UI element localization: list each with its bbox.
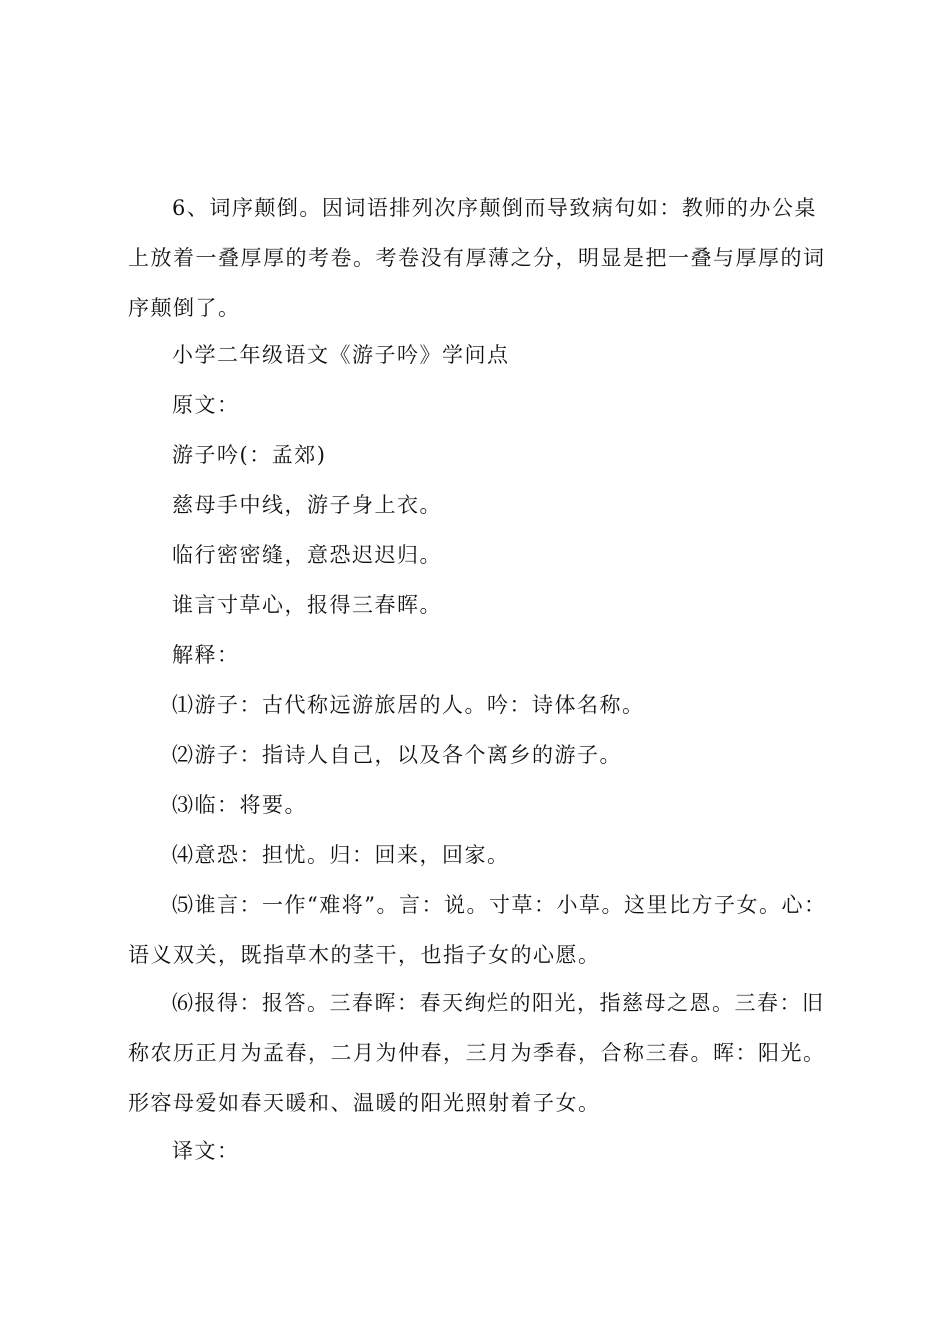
note-5: ⑸谁言：一作“难将”。言：说。寸草：小草。这里比方子女。心：语义双关，既指草木的茎干，也指子女的心愿。: [128, 893, 827, 967]
poem-line-3: 谁言寸草心，报得三春晖。: [172, 593, 442, 617]
poem-line-1: 慈母手中线，游子身上衣。: [172, 493, 442, 517]
explanation-label: 解释：: [172, 643, 240, 667]
original-text-label: 原文：: [172, 393, 240, 417]
note-2: ⑵游子：指诗人自己，以及各个离乡的游子。: [172, 743, 622, 767]
poem-title: 游子吟(：孟郊): [172, 443, 327, 467]
note-4: ⑷意恐：担忧。归：回来，回家。: [172, 843, 510, 867]
translation-label: 译文：: [172, 1139, 240, 1163]
section-heading: 小学二年级语文《游子吟》学问点: [172, 343, 510, 367]
note-3: ⑶临：将要。: [172, 793, 307, 817]
paragraph-word-order: 6、词序颠倒。因词语排列次序颠倒而导致病句如：教师的办公桌上放着一叠厚厚的考卷。考卷没有厚薄之分，明显是把一叠与厚厚的词序颠倒了。: [128, 196, 826, 320]
note-6: ⑹报得：报答。三春晖：春天绚烂的阳光，指慈母之恩。三春：旧称农历正月为孟春，二月为仲春，三月为季春，合称三春。晖：阳光。形容母爱如春天暖和、温暖的阳光照射着子女。: [128, 991, 826, 1115]
poem-line-2: 临行密密缝，意恐迟迟归。: [172, 543, 442, 567]
note-1: ⑴游子：古代称远游旅居的人。吟：诗体名称。: [172, 693, 645, 717]
